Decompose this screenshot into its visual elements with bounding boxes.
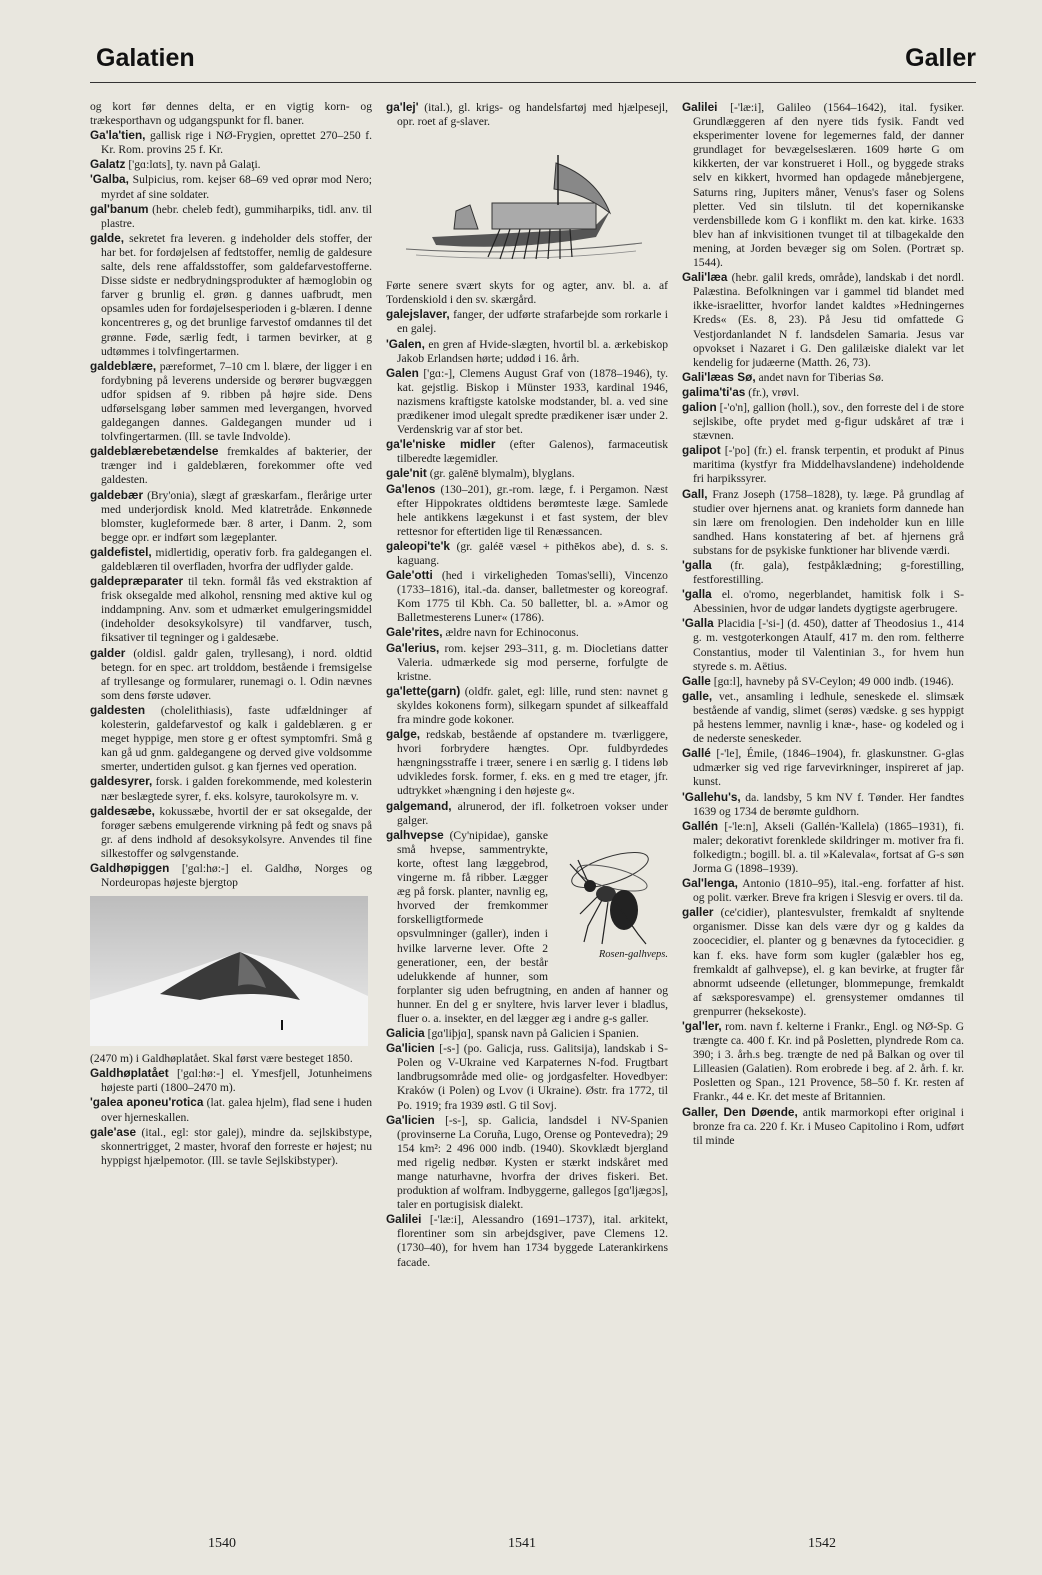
entry-text: og kort før dennes delta, er en vigtig korn- og trækesporthavn og udgangspunkt for fl. baner.: [90, 100, 372, 128]
entry-headword: ga'lette(garn): [386, 683, 461, 698]
entry-text: ['gɑl:hø:-] el. Galdhø, Norges og Nordeuropas højeste bjergtop: [101, 861, 372, 890]
entry-text: midlertidig, operativ forb. fra galdegangen el. galdeblæren til overfladen, hvorfra der udflyder galde.: [101, 545, 372, 573]
entry-headword: ga'lej': [386, 100, 419, 114]
galdhopiggen-photo: [90, 896, 368, 1046]
dictionary-entry: [90, 646, 372, 703]
dictionary-entry: [386, 727, 668, 798]
entry-text: [-'o'n], gallion (holl.), sov., den forreste del i de store sejlskibe, ofte prydet med g-figur udskåret af træ i stævnen.: [693, 400, 964, 443]
galley-illustration: [396, 133, 648, 275]
dictionary-entry: [386, 1041, 668, 1112]
entry-text: (130–201), gr.-rom. læge, f. i Pergamon. Næst efter Hippokrates oldtidens berømteste læge. Samlede hele antikkens lægekunst i et fast system, der blev rettesnor for eftertiden lige til Renæssancen.: [397, 482, 668, 538]
column-2: [386, 100, 668, 1520]
dictionary-entry: [682, 587, 964, 616]
entry-text: [-'le], Émile, (1846–1904), fr. glaskunstner. G-glas udmærker sig ved rige farvevirkninger, inspireret af jap. kunst.: [693, 747, 964, 789]
entry-text: [-'læ:i], Galileo (1564–1642), ital. fysiker. Grundlæggeren af den nyere tids fysik. Fandt ved eksperimenter lovene for legemernes fald, der danner grundlaget for bevægelseslæren. 1609 hørte G om kikkerten, der var konstrueret i Holl., og byggede straks selv en kikkert, hvormed han opdagede månebjergene, Saturns ring, Jupiters måner, Venus's faser og Solens pletter. Ved sin tilslutn. til det kopernikanske verdensbillede kom G i konflikt m. den kat. kirke. 1633 blev han af inkvisitionen tvunget til at tilbagekalde den mening, at Jorden bevæger sig om Solen. (Portræt sp. 1544).: [693, 101, 964, 270]
dictionary-entry: [90, 128, 372, 157]
entry-headword: Ga'la'tien,: [90, 128, 146, 143]
dictionary-entry: [386, 625, 668, 640]
entry-headword: Ga'licien: [386, 1112, 435, 1127]
entry-text: [gɑ:l], havneby på SV-Ceylon; 49 000 indb. (1946).: [713, 674, 954, 688]
entry-text: Antonio (1810–95), ital.-eng. forfatter af hist. og polit. værker. Breve fra krigen i Slesvig er overs. til da.: [693, 877, 964, 905]
entry-text: en gren af Hvide-slægten, hvortil bl. a. ærkebiskop Jakob Erlandsen hørte; uddød i 16. årh.: [397, 337, 668, 365]
dictionary-entry: [90, 574, 372, 645]
dictionary-entry: [682, 790, 964, 819]
dictionary-entry: [682, 100, 964, 270]
entry-text: [-'le:n], Akseli (Gallén-'Kallela) (1865–1931), fi. maler; dekorativt forenklede skildringer m. motiver fra fi. folkedigtn.; bogill. bl. a. til »Kalevala«, fortsat af G-s søn Jorma G (1898–1939).: [693, 819, 964, 875]
entry-headword: galion: [682, 399, 717, 414]
dictionary-entry: [90, 1095, 372, 1124]
dictionary-entry: [682, 270, 964, 370]
page-number-left: 1540: [208, 1536, 236, 1551]
entry-headword: gal'banum: [90, 201, 149, 216]
dictionary-entry: [90, 861, 372, 890]
entry-text: til tekn. formål fås ved ekstraktion af frisk oksegalde med alkohol, rensning med aktive kul og inddampning. Anv. som et udmærket emulgeringsmiddel (indeholder desoksykolsyre) til vandfarver, tusch, fiksativer til tegninger og i galdesæbe.: [101, 575, 372, 645]
entry-text: [-s-], sp. Galicia, landsdel i NV-Spanien (provinserne La Coruña, Lugo, Orense og Pontevedra); 29 154 km²: 2 496 000 indb. (1940). Skovklædt bjergland med rigelig nedbør. Kysten er stærkt indskåret med mange naturhavne, hvorfra der drives fiskeri. Bet. produktion af wolfram. Indbyggerne, gallegos [gɑ'ljægɔs], taler en portugisisk dialekt.: [397, 1113, 668, 1212]
dictionary-entry: [386, 568, 668, 625]
entry-headword: galejslaver,: [386, 307, 450, 322]
entry-headword: Gallén: [682, 818, 719, 833]
entry-text: (Cy'nipidae), ganske små hvepse, sammentrykte, korte, oftest lang læggebrod, vingerne m. få ribber. Lægger æg på forsk. planter, navnlig eg, hvorved der fremkommer forskelligtformede opsvulmninger (galler), inden i hvilke larverne lever. Ofte 2 generationer, een, der består udelukkende af hunner, som forplanter sig uden befrugtning, en anden af hanner og hunner. En del g er snyltere, hvis larver lever i bladlus, fluer o. a. insekter, en del lægger æg i andre g-s galler.: [397, 828, 668, 1025]
entry-headword: Galle: [682, 673, 711, 688]
entry-headword: Gali'læa: [682, 270, 728, 285]
entry-headword: galge,: [386, 727, 421, 742]
entry-text: Placidia [-'si-] (d. 450), datter af Theodosius 1., 414 g. m. vestgoterkongen Ataulf, 417 m. den rom. feltherre Constantius, moder til Valentinian 3., for hvem hun styrede s. m. Aëtius.: [693, 617, 964, 673]
entry-text: (lat. galea hjelm), flad sene i huden over hjerneskallen.: [101, 1096, 372, 1124]
dictionary-entry: [90, 804, 372, 861]
entry-text: ældre navn for Echinoconus.: [445, 626, 579, 640]
entry-text: vet., ansamling i ledhule, seneskede el. slimsæk bestående af vandig, slimet (serøs) vædske. g ses hyppigt på hestens lemmer, navnlig i knæ-, hase- og kodeled og i de nederste seneskeder.: [693, 689, 964, 746]
entry-text: sekretet fra leveren. g indeholder dels stoffer, der har bet. for fordøjelsen af fedtstoffer, nemlig de galdesure salte, dels rene affaldsstoffer, som galdefarvestofferne. Disse sidste er nedbrydningsprodukter af hæmoglobin og farver g brunlig el. grøn. g dannes uafbrudt, men opsamles uden for fordøjelsesperioden i g-blæren. I denne koncentreres g, og det brunlige farvestof omdannes til det grønne. Føde, særlig fedt, i tarmen bevirker, at g udtømmes i tolvfingertarmen.: [101, 231, 372, 358]
wasp-caption: Rosen-galhveps.: [598, 948, 668, 960]
dictionary-entry: [682, 674, 964, 689]
dictionary-entry: [682, 616, 964, 673]
page-header: [90, 38, 976, 83]
dictionary-entry: [682, 746, 964, 789]
entry-text: (Bry'onia), slægt af græskarfam., flerårige urter med underjordisk knold. Med klatretråde. Enkønnede blomster, kugleformede bær. 8 arter, i Danm. 2, som begge opr. er indført som lægeplanter.: [101, 488, 372, 544]
dictionary-entry: [90, 172, 372, 201]
dictionary-entry: [682, 443, 964, 486]
dictionary-entry: [90, 202, 372, 231]
entry-text: el. o'romo, negerblandet, hamitisk folk i S-Abessinien, hvor de udgør landets dygtigste agerbrugere.: [693, 588, 964, 616]
entry-text: (efter Galenos), farmaceutisk tilberedte lægemidler.: [397, 438, 668, 466]
page-number-middle: 1541: [508, 1536, 536, 1551]
entry-headword: Galen: [386, 365, 419, 380]
entry-headword: galde,: [90, 230, 125, 245]
entry-headword: Gal'lenga,: [682, 876, 738, 891]
entry-headword: galima'ti'as: [682, 384, 746, 399]
entry-text: [-s-] (po. Galicja, russ. Galitsija), landskab i S-Polen og V-Ukraine ved Karpaternes N-fod. Frugtbart landbrugsområde med olie- og jordgasfelter. Hovedbyer: Kraków (i Polen) og Lvov (i Ukraine). Østr. fra 1772, til Po. 1919; fra 1939 østl. G til Sovj.: [397, 1042, 668, 1112]
entry-headword: galdesyrer,: [90, 774, 153, 789]
page-number-right: 1542: [808, 1536, 836, 1551]
entry-text: rom. navn f. kelterne i Frankr., Engl. og NØ-Sp. G trængte ca. 400 f. Kr. ind på Posletten, plyndrede Rom ca. 390; i 3. årh.s beg. trængte de ned på Balkan og over til Lilleasien (Galatien). Rom erobrede i beg. af 2. årh. f. kr. Posletten og Span., 121 Provence, 58–50 f. Kr. resten af Frankr., 44 e. Kr. det meste af Britannien.: [693, 1020, 964, 1104]
entry-headword: 'Galba,: [90, 172, 129, 187]
entry-headword: Ga'licien: [386, 1041, 435, 1056]
dictionary-entry: [386, 1113, 668, 1213]
dictionary-entry: [386, 337, 668, 366]
header-left-guideword: Galatien: [96, 44, 195, 72]
entry-headword: Galdhøplatået: [90, 1066, 169, 1081]
entry-headword: Gale'rites,: [386, 625, 443, 640]
dictionary-entry: [386, 641, 668, 684]
entry-text: forsk. i galden forekommende, med kolesterin nær beslægtede syrer, f. eks. kolsyre, taurokolsyre m. v.: [101, 775, 372, 803]
entry-text: [-'læ:i], Alessandro (1691–1737), ital. arkitekt, florentiner som sin arbejdsgiver, pave Clemens 12. (1730–40), for hvem han 1734 byggede Laterankirkens facade.: [397, 1213, 668, 1269]
dictionary-entry: [386, 307, 668, 336]
dictionary-entry: [386, 799, 668, 828]
entry-headword: Gale'otti: [386, 568, 433, 583]
entry-text: antik marmorkopi efter original i bronze fra ca. 220 f. Kr. i Museo Capitolino i Rom, udført til minde: [693, 1105, 964, 1147]
dictionary-entry: [90, 157, 372, 172]
entry-headword: galdeblærebetændelse: [90, 444, 219, 459]
entry-headword: galdefistel,: [90, 544, 152, 559]
entry-headword: 'galla: [682, 587, 712, 602]
entry-headword: gale'nit: [386, 466, 427, 481]
entry-text: fanger, der udførte strafarbejde som rorkarle i en galej.: [397, 308, 668, 336]
entry-text: (hebr. galil kreds, område), landskab i det nordl. Palæstina. Befolkningen var i gammel tid blandet med ikke-israelitter, hvorfor landet kaldtes »Hedningernes Kreds« (Es. 8, 23). På Jesu tid omfattede G Vestjordanlandet N f. landsdelen Samaria. Jesus var opvokset i Nazaret i G. Den galilæiske dialekt var let kendelig for judæerne (Matth. 26, 73).: [693, 271, 964, 369]
entry-text: rom. kejser 293–311, g. m. Diocletians datter Valeria. udmærkede sig mod perserne, forfulgte de kristne.: [397, 641, 668, 683]
entry-headword: Galatz: [90, 157, 126, 172]
entry-text: (oldfr. galet, egl: lille, rund sten: navnet g skyldes kokonens form), silkegarn spundet af silkeaffald fra mindre gode kokoner.: [397, 684, 668, 726]
column-1: [90, 100, 372, 1520]
dictionary-entry: [386, 828, 668, 1026]
dictionary-entry: [90, 231, 372, 359]
dictionary-entry: [90, 444, 372, 487]
dictionary-entry: [682, 819, 964, 876]
dictionary-entry: [682, 1019, 964, 1105]
dictionary-entry: [90, 1052, 372, 1066]
entry-headword: galdesten: [90, 702, 146, 717]
dictionary-entry: [682, 370, 964, 385]
entry-headword: 'galla: [682, 558, 712, 572]
dictionary-entry: [90, 545, 372, 574]
entry-headword: galdeblære,: [90, 358, 157, 373]
entry-headword: Galler, Den Døende,: [682, 1104, 798, 1119]
entry-text: redskab, bestående af opstandere m. tværliggere, hvori forbrydere hængtes. Opr. fuldbyrdedes hængningsstraffe i træer, senere i en særlig g. I tidens løb udvikledes forsk. former, f. eks. en g med tre etager, jfr. udtrykket »hængning i den højeste g«.: [397, 728, 668, 798]
entry-text: (ce'cidier), plantesvulster, fremkaldt af snyltende organismer. Disse kan dels være dyr og g kaldes da zoocecidier, el. planter og g benævnes da fytocecidier. g kan f. eks. have form som kugler (galæbler hos eg, fremkaldt af galhvepse), el. g kan bevirke, at frugter får abnormt udseende (elletunger, blommepunge, fremkaldt af sæksporesvampe) el. grensystemer omdannes til grenpurrer (heksekoste).: [693, 906, 964, 1018]
entry-headword: galdesæbe,: [90, 803, 155, 818]
dictionary-entry: [386, 437, 668, 466]
entry-headword: Ga'lenos: [386, 481, 436, 496]
entry-headword: gale'ase: [90, 1124, 137, 1139]
entry-text: andet navn for Tiberias Sø.: [758, 370, 884, 384]
dictionary-entry: [682, 689, 964, 746]
entry-headword: 'gal'ler,: [682, 1019, 722, 1033]
dictionary-entry: [386, 1212, 668, 1269]
header-right-guideword: Galler: [905, 44, 976, 72]
dictionary-entry: [682, 487, 964, 558]
dictionary-entry: [386, 100, 668, 129]
dictionary-entry: [90, 1066, 372, 1095]
entry-text: (ital., egl: stor galej), mindre da. sejlskibstype, skonnertrigget, 2 master, hvoraf den forreste er højest; nu hyppigst hjælpemotor. (Ill. se tavle Sejlskibstyper).: [101, 1125, 372, 1167]
dictionary-entry: [386, 482, 668, 539]
dictionary-entry: [90, 703, 372, 774]
entry-text: (fr. gala), festpåklædning; g-forestilling, festforestilling.: [693, 559, 964, 587]
entry-headword: galeopi'te'k: [386, 538, 450, 553]
entry-text: ['gɑl:hø:-] el. Ymesfjell, Jotunheimens højeste parti (1800–2470 m).: [101, 1067, 372, 1095]
entry-headword: galdepræparater: [90, 574, 184, 589]
entry-text: Førte senere svært skyts for og agter, anv. bl. a. af Tordenskiold i den sv. skærgård.: [386, 279, 668, 307]
dictionary-entry: [386, 466, 668, 481]
entry-text: Franz Joseph (1758–1828), ty. læge. På grundlag af studier over hjernens anat. og kraniets form dannede han sin lære om frenologien. Den indeholder kun en lille sandhed. Hans konstatering af bet. af hjernens grå substans for de psykiske funktioner har blivende værdi.: [693, 487, 964, 557]
entry-headword: Galilei: [386, 1212, 422, 1227]
entry-text: ['gɑ:lɑts], ty. navn på Galaţi.: [128, 158, 261, 172]
entry-text: kokussæbe, hvortil der er sat oksegalde, der forøger sæbens emulgerende virkning på fedt og snavs på gr. af dens indhold af desoksykolsyre. Anvendes til fine silkestoffer og sølvgenstande.: [101, 804, 372, 860]
entry-text: [-'po] (fr.) el. fransk terpentin, et produkt af Pinus maritima (kystfyr fra Middelhavslandene) indeholdende fri harpikssyrer.: [693, 444, 964, 486]
entry-text: (gr. galēnē blymalm), blyglans.: [429, 467, 575, 481]
entry-headword: 'Gallehu's,: [682, 789, 741, 804]
entry-headword: galler: [682, 905, 714, 920]
entry-headword: galhvepse: [386, 827, 444, 842]
dictionary-entry: [682, 400, 964, 443]
dictionary-entry: [90, 1125, 372, 1168]
dictionary-entry: [682, 558, 964, 587]
entry-headword: Gall,: [682, 486, 708, 501]
entry-headword: Galilei: [682, 100, 718, 114]
entry-headword: galle,: [682, 688, 713, 703]
dictionary-entry: [90, 488, 372, 545]
entry-text: (2470 m) i Galdhøplatået. Skal først være besteget 1850.: [90, 1052, 353, 1066]
dictionary-entry: [90, 774, 372, 803]
dictionary-entry: [90, 100, 372, 128]
entry-headword: Gallé: [682, 746, 711, 761]
dictionary-entry: [386, 684, 668, 727]
dictionary-entry: [386, 279, 668, 307]
dictionary-entry: [386, 1026, 668, 1041]
entry-headword: 'galea aponeu'rotica: [90, 1095, 204, 1110]
entry-headword: Gali'læas Sø,: [682, 369, 756, 384]
dictionary-entry: [682, 1105, 964, 1148]
columns: [90, 100, 976, 1520]
entry-headword: Galicia: [386, 1026, 425, 1041]
dictionary-entry: [682, 905, 964, 1019]
entry-headword: ga'le'niske midler: [386, 437, 496, 452]
entry-text: (fr.), vrøvl.: [748, 385, 800, 399]
dictionary-entry: [682, 385, 964, 400]
entry-headword: Ga'lerius,: [386, 640, 440, 655]
dictionary-entry: [386, 366, 668, 437]
dictionary-entry: [682, 876, 964, 905]
entry-text: (ital.), gl. krigs- og handelsfartøj med hjælpesejl, opr. roet af g-slaver.: [397, 101, 668, 129]
entry-text: (oldisl. galdr galen, tryllesang), i nord. oldtid betegn. for en spec. art trolddom, bestående i fremsigelse af tryllesange og formularer, runemagi o. l. Odin nævnes som dens første udøver.: [101, 646, 372, 702]
entry-text: (gr. galéē væsel + pithēkos abe), d. s. s. kaguang.: [397, 539, 668, 567]
entry-text: da. landsby, 5 km NV f. Tønder. Her fandtes 1639 og 1734 de berømte guldhorn.: [693, 790, 964, 818]
entry-text: ['gɑ:-], Clemens August Graf von (1878–1946), ty. kat. gejstlig. Biskop i Münster 1933, kardinal 1946, nazismens kraftigste katolske modstander, bl. a. ved sine prædikener imod ulegalt spredte prædikener især under 2. Verdenskrig var af stor bet.: [397, 366, 668, 437]
entry-headword: galder: [90, 645, 126, 660]
entry-text: fremkaldes af bakterier, der trænger ind i galdeblæren, forekommer ofte ved galdesten.: [101, 445, 372, 487]
entry-text: [gɑ'liþjɑ], spansk navn på Galicien i Spanien.: [427, 1027, 639, 1041]
entry-headword: Galdhøpiggen: [90, 860, 170, 875]
entry-headword: galipot: [682, 443, 721, 458]
entry-headword: galdebær: [90, 487, 144, 502]
column-3: [682, 100, 964, 1520]
dictionary-entry: [386, 539, 668, 568]
entry-text: Sulpicius, rom. kejser 68–69 ved oprør mod Nero; myrdet af sine soldater.: [101, 173, 372, 201]
dictionary-entry: [90, 359, 372, 445]
entry-text: alrunerod, der ifl. folketroen vokser under galger.: [397, 799, 668, 827]
entry-text: gallisk rige i NØ-Frygien, oprettet 270–250 f. Kr. Rom. provins 25 f. Kr.: [101, 129, 372, 157]
wasp-figure: [552, 830, 668, 968]
entry-text: pæreformet, 7–10 cm l. blære, der ligger i en fordybning på leverens underside og berører bugvæggen udfor spidsen af 9. ribben på højre side. Dens udførselsgang løber sammen med levergangen, hvorved galdegangen dannes. Galdegangen munder ud i tolvfingertarmen. (Ill. se tavle Indvolde).: [101, 359, 372, 444]
rosen-galhveps-illustration: [552, 830, 668, 948]
entry-text: (hebr. cheleb fedt), gummiharpiks, tidl. anv. til plastre.: [101, 202, 372, 230]
entry-headword: 'Galla: [682, 616, 714, 631]
entry-text: (cholelithiasis), faste udfældninger af kolesterin, galdefarvestof og kalk i galdeblæren. g er meget hyppige, men store g er oftest symptomfri. Små g kan gå ud gnm. galdegangene og derved give voldsomme smerter, undertiden gulsot. g kan fjernes ved operation.: [101, 703, 372, 774]
entry-text: (hed i virkeligheden Tomas'selli), Vincenzo (1733–1816), ital.-da. danser, balletmester og koreograf. Kom 1775 til Kbh. Ca. 50 balletter, bl. a. »Amor og Balletmesterens Luner« (1786).: [397, 569, 668, 625]
entry-headword: galgemand,: [386, 798, 452, 813]
entry-headword: 'Galen,: [386, 336, 425, 351]
